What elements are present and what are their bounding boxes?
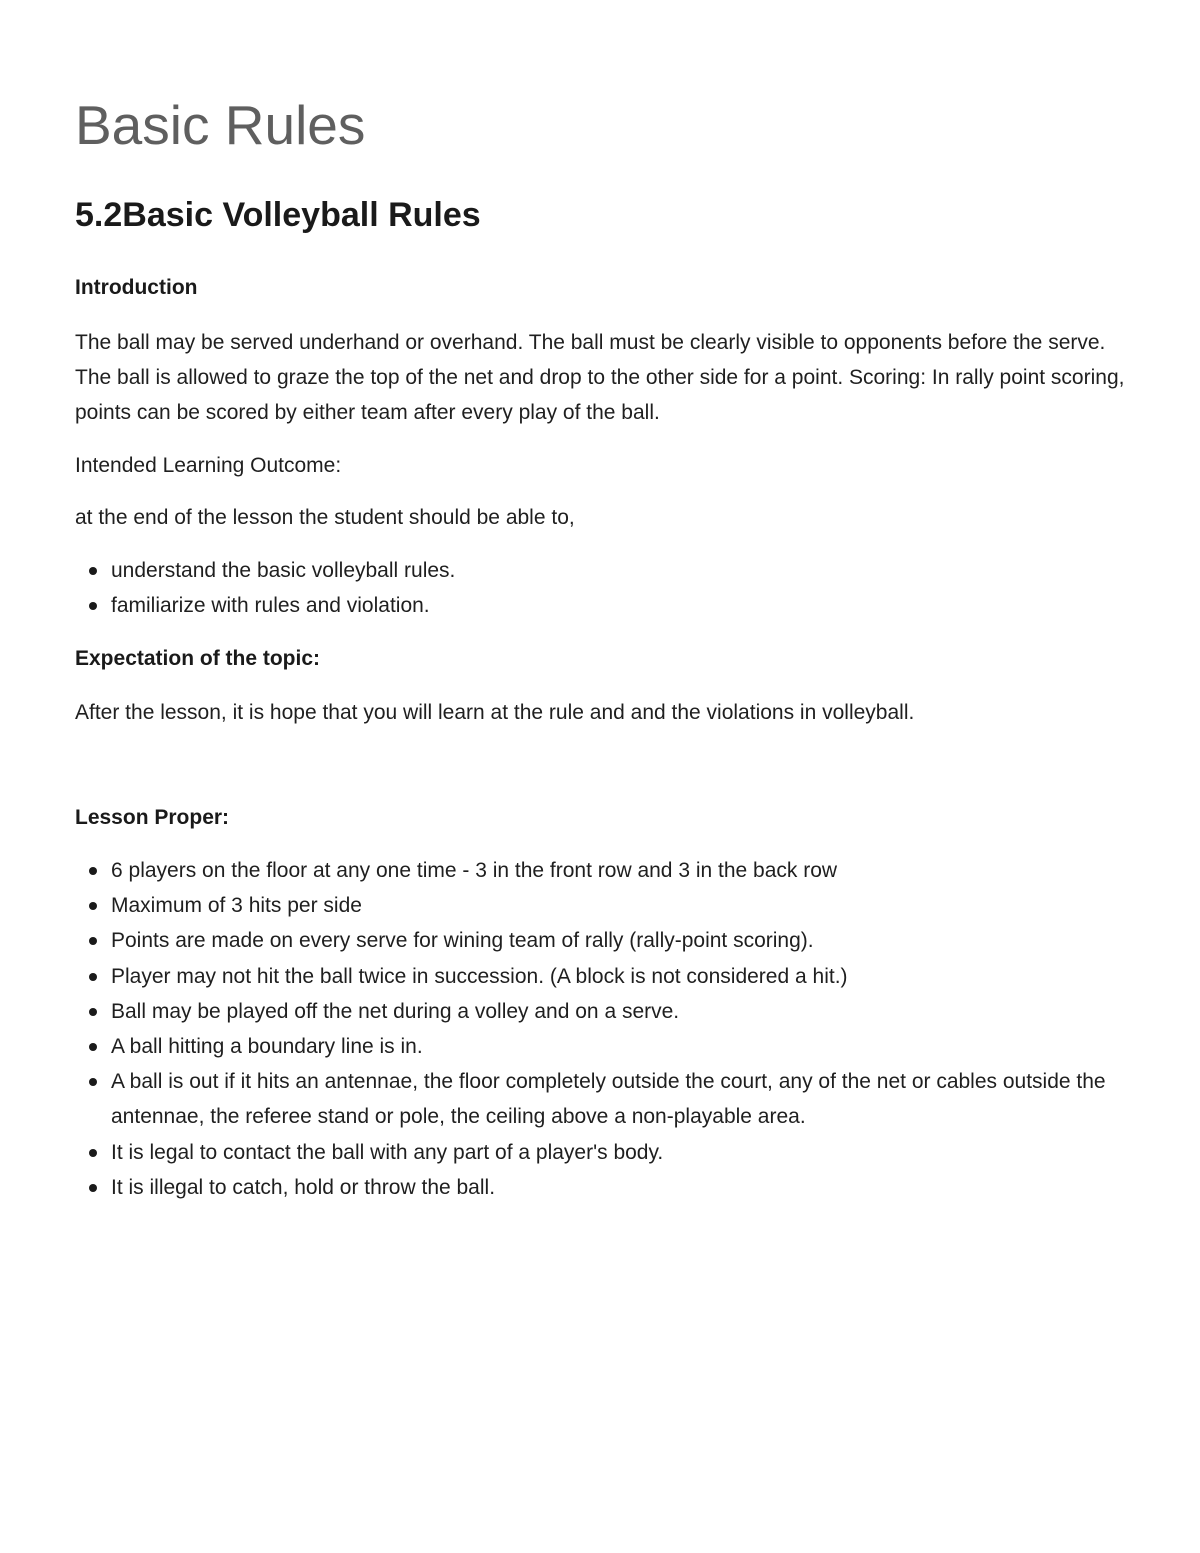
list-item: A ball hitting a boundary line is in. xyxy=(75,1029,1135,1064)
list-item: A ball is out if it hits an antennae, the floor completely outside the court, any of the net or cables outside the antennae, the referee stand or pole, the ceiling above a non-playable area. xyxy=(75,1064,1135,1134)
list-item: Ball may be played off the net during a volley and on a serve. xyxy=(75,994,1135,1029)
lesson-proper-heading: Lesson Proper: xyxy=(75,806,230,829)
list-item: It is illegal to catch, hold or throw the ball. xyxy=(75,1170,1135,1205)
list-item: Player may not hit the ball twice in succession. (A block is not considered a hit.) xyxy=(75,959,1135,994)
introduction-heading: Introduction xyxy=(75,276,198,299)
page-title: Basic Rules xyxy=(75,94,366,156)
section-title: 5.2Basic Volleyball Rules xyxy=(75,196,481,234)
learning-outcome-list xyxy=(75,553,1135,623)
introduction-paragraph: The ball may be served underhand or overhand. The ball must be clearly visible to opponents before the serve. The ball is allowed to graze the top of the net and drop to the other side for a point. Scoring: In rally point scoring, points can be scored by either team after every play of the ball. xyxy=(75,331,1125,424)
list-item: understand the basic volleyball rules. xyxy=(75,553,1135,588)
lesson-proper-list xyxy=(75,853,1135,1205)
list-item: 6 players on the floor at any one time - 3 in the front row and 3 in the back row xyxy=(75,853,1135,888)
list-item: familiarize with rules and violation. xyxy=(75,588,1135,623)
expectation-paragraph: After the lesson, it is hope that you will learn at the rule and and the violations in volleyball. xyxy=(75,701,915,724)
learning-outcome-lead: at the end of the lesson the student should be able to, xyxy=(75,506,575,529)
learning-outcome-label: Intended Learning Outcome: xyxy=(75,454,342,477)
list-item: Points are made on every serve for wining team of rally (rally-point scoring). xyxy=(75,923,1135,958)
list-item: Maximum of 3 hits per side xyxy=(75,888,1135,923)
expectation-heading: Expectation of the topic: xyxy=(75,647,321,670)
list-item: It is legal to contact the ball with any part of a player's body. xyxy=(75,1135,1135,1170)
